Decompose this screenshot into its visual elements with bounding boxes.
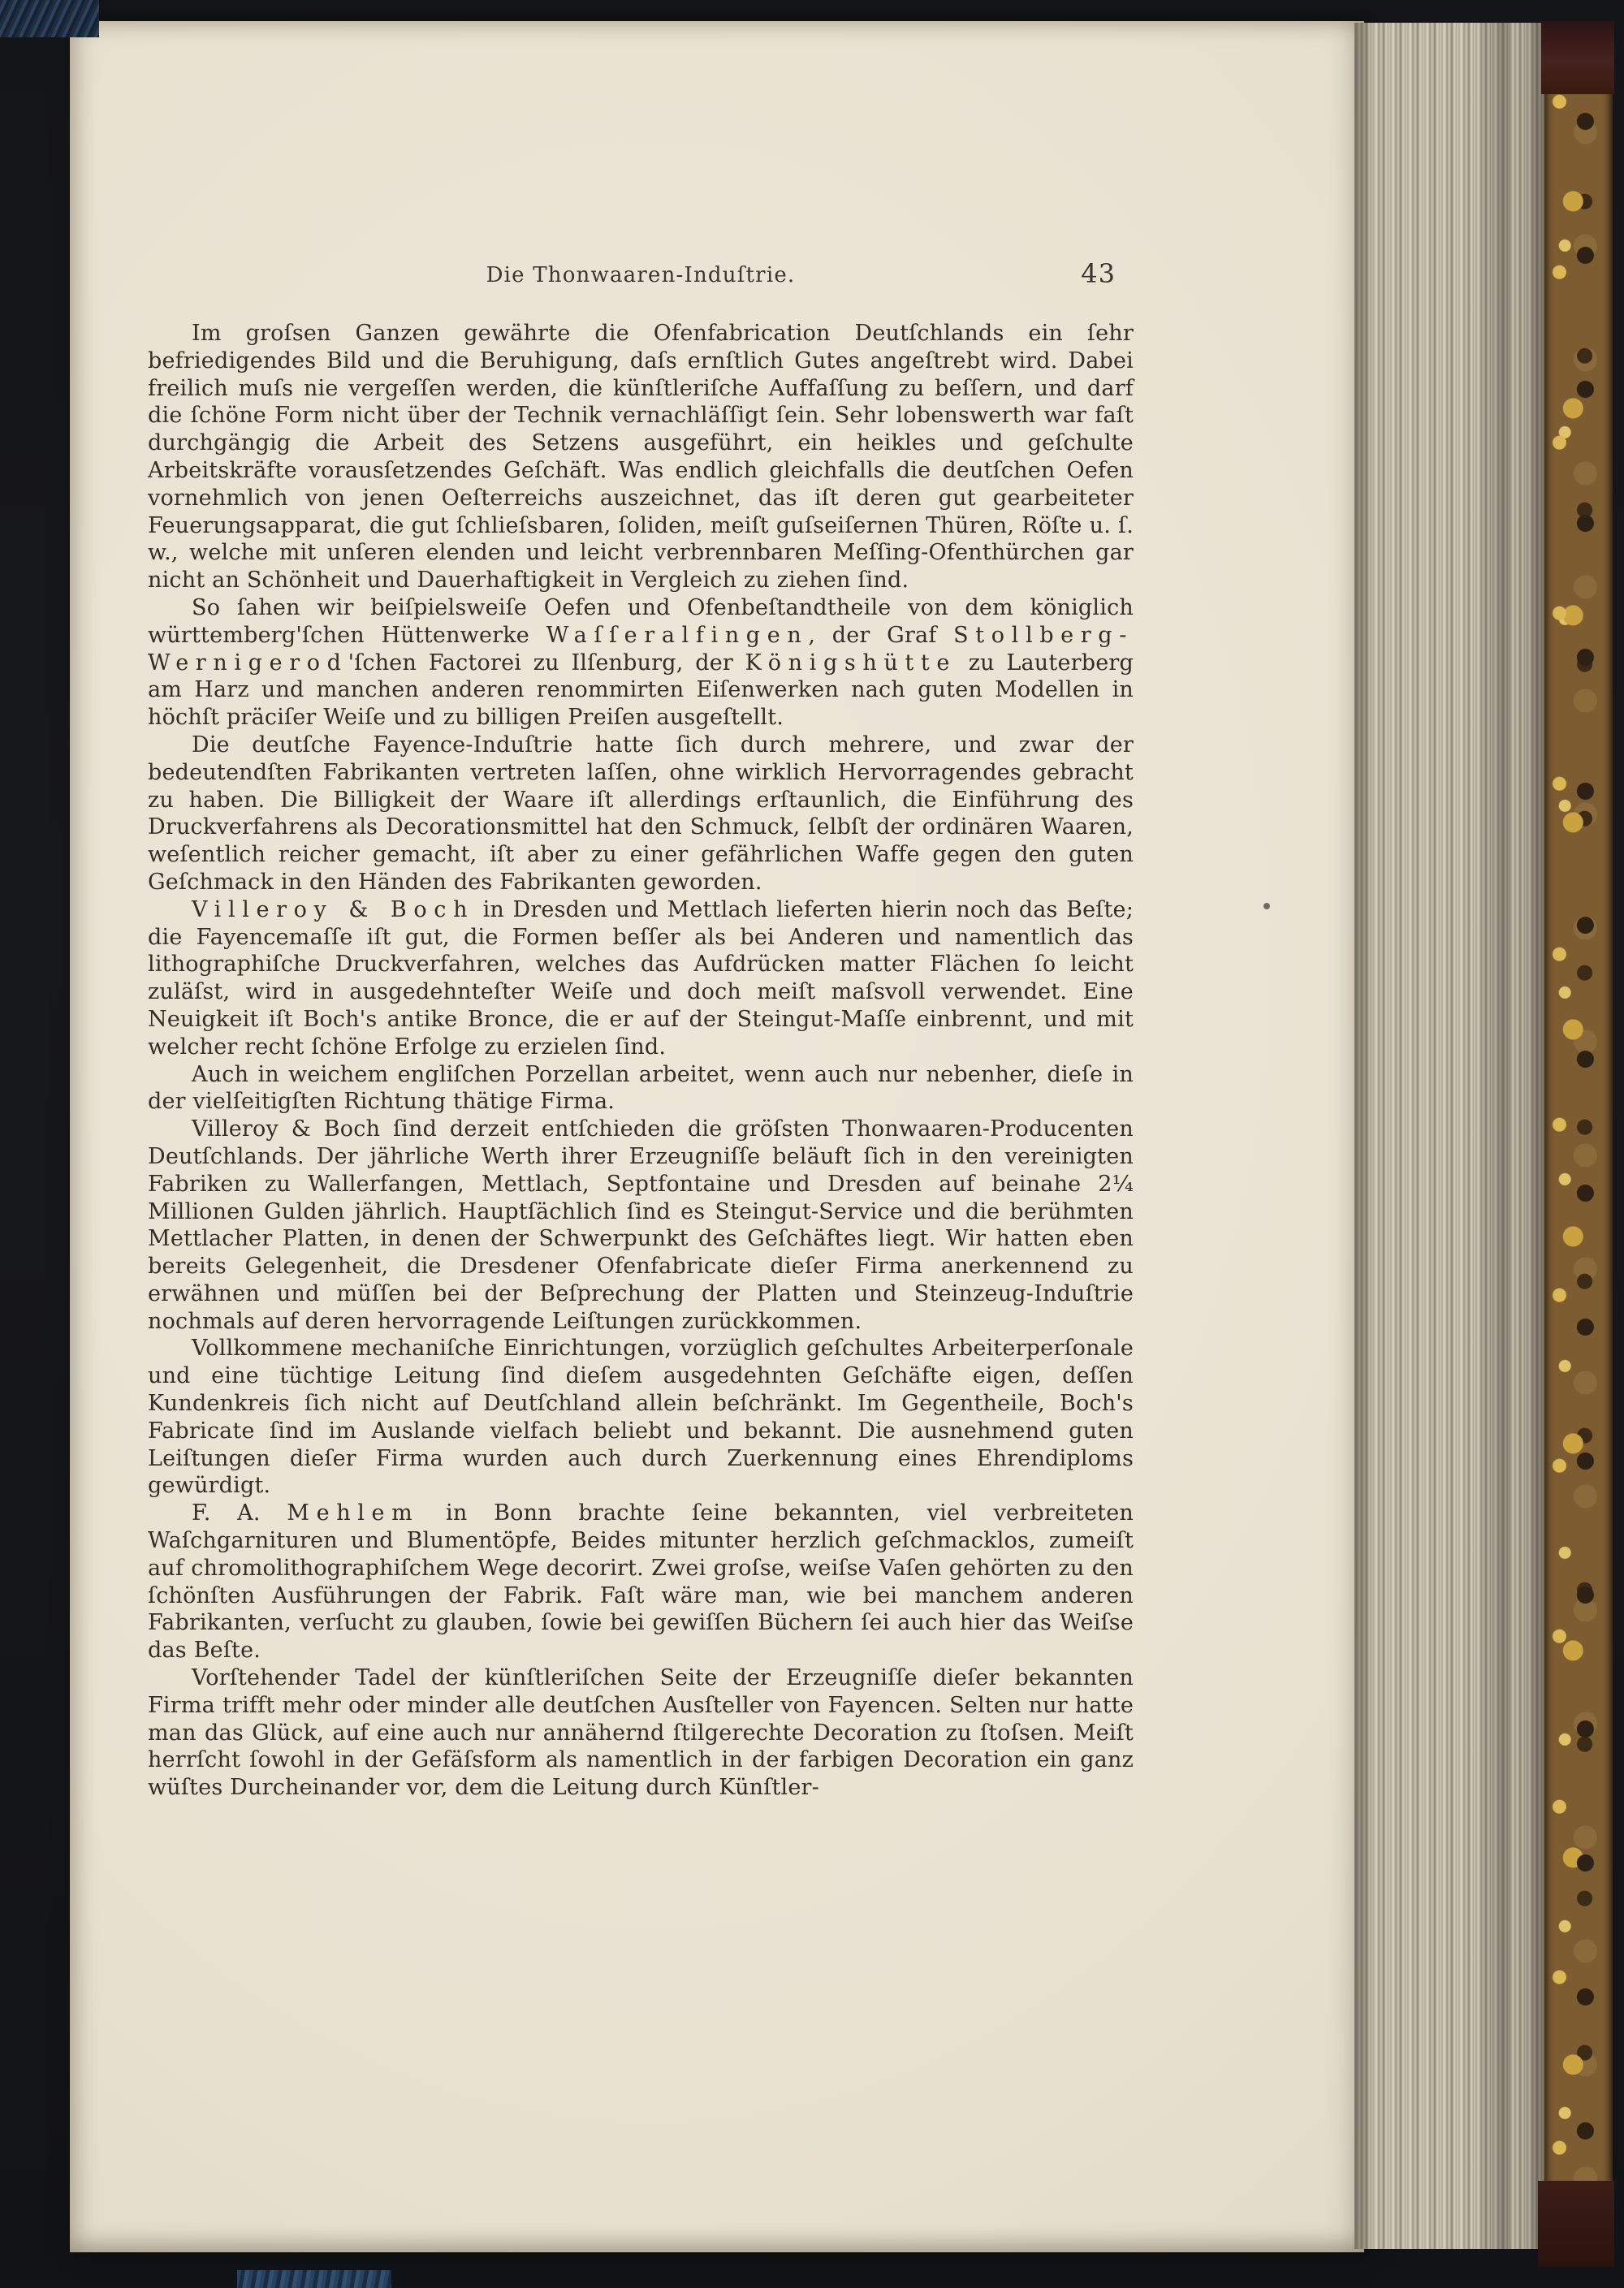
body-text-segment: in Dresden und Mettlach lieferten hierin noch das Beſte; die Fayencemaſſe iſt gut, die Formen beſſer als bei Anderen und namentlich das lithographiſche Druckverfahren, welches das Aufdrücken matter Flächen ſo leicht zuläſst, wird in ausgedehnteſter Weiſe und doch meiſt maſsvoll verwendet. Eine Neuigkeit iſt Boch's antike Bronce, die er auf der Steingut-Maſſe einbrennt, und mit welcher recht ſchöne Erfolge zu erzielen ſind. xyxy=(148,896,1134,1060)
leather-binding-bottom xyxy=(1538,2181,1614,2267)
paragraph xyxy=(148,896,1134,1061)
book-page xyxy=(70,21,1364,2252)
page-number: 43 xyxy=(1081,258,1116,289)
body-text-segment: Villeroy & Boch ſind derzeit entſchieden die gröſsten Thonwaaren-Producenten Deutſchlands. Der jährliche Werth ihrer Erzeugniſſe beläuft ſich in den vereinigten Fabriken zu Wallerfangen, Mettlach, Septfontaine und Dresden auf beinahe 2¼ Millionen Gulden jährlich. Hauptſächlich ſind es Steingut-Service und die berühmten Mettlacher Platten, in denen der Schwerpunkt des Geſchäftes liegt. Wir hatten eben bereits Gelegenheit, die Dresdener Ofenfabricate dieſer Firma anerkennend zu erwähnen und müſſen bei der Beſprechung der Platten und Steinzeug-Induſtrie nochmals auf deren hervorragende Leiſtungen zurückkommen. xyxy=(148,1116,1134,1334)
body-text-segment: Im groſsen Ganzen gewährte die Ofenfabrication Deutſchlands ein ſehr befriedigendes Bild und die Beruhigung, daſs ernſtlich Gutes angeſtrebt wird. Dabei freilich muſs nie vergeſſen werden, die künſtleriſche Auffaſſung zu beſſern, und darf die ſchöne Form nicht über der Technik vernachläſſigt ſein. Sehr lobenswerth war faſt durchgängig die Arbeit des Setzens ausgeführt, ein heikles und geſchulte Arbeitskräfte vorausſetzendes Geſchäft. Was endlich gleichfalls die deutſchen Oefen vornehmlich von jenen Oeſterreichs auszeichnet, das iſt deren gut gearbeiteter Feuerungsapparat, die gut ſchlieſsbaren, ſoliden, meiſt guſseiſernen Thüren, Röſte u. ſ. w., welche mit unſeren elenden und leicht verbrennbaren Meſſing-Ofenthürchen gar nicht an Schönheit und Dauerhaftigkeit in Vergleich zu ziehen ſind. xyxy=(148,321,1134,594)
fore-edge-page-stack xyxy=(1354,23,1551,2249)
body-text-segment: Auch in weichem engliſchen Porzellan arbeitet, wenn auch nur nebenher, dieſe in der vielſeitigſten Richtung thätige Firma. xyxy=(148,1061,1134,1115)
emphasized-text: Königshütte xyxy=(745,650,957,676)
paragraph xyxy=(148,1335,1134,1500)
paragraph xyxy=(148,1500,1134,1664)
body-text-segment: Die deutſche Fayence-Induſtrie hatte ſich durch mehrere, und zwar der bedeutendſten Fabrikanten vertreten laſſen, ohne wirklich Hervorragendes gebracht zu haben. Die Billigkeit der Waare iſt allerdings erſtaunlich, die Einführung des Druckverfahrens als Decorationsmittel hat den Schmuck, ſelbſt der ordinären Waaren, weſentlich reicher gemacht, iſt aber zu einer gefährlichen Waffe gegen den guten Geſchmack in den Händen des Fabrikanten geworden. xyxy=(148,732,1134,895)
emphasized-text: Stollberg-Wernigerod xyxy=(148,622,1134,676)
body-text-segment: zu Lauterberg am Harz und manchen anderen renommirten Eiſenwerken nach guten Modellen in höchſt präciſer Weiſe und zu billigen Preiſen ausgeſtellt. xyxy=(148,650,1134,731)
cloth-texture-top-left xyxy=(0,0,99,37)
emphasized-text: Waſſeralfingen xyxy=(546,622,809,648)
body-text-segment: Vollkommene mechaniſche Einrichtungen, vorzüglich geſchultes Arbeiterperſonale und eine tüchtige Leitung ſind dieſem ausgedehnten Geſchäfte eigen, deſſen Kundenkreis ſich nicht auf Deutſchland allein beſchränkt. Im Gegentheile, Boch's Fabricate ſind im Auslande vielfach beliebt und bekannt. Die ausnehmend guten Leiſtungen dieſer Firma wurden auch durch Zuerkennung eines Ehrendiploms gewürdigt. xyxy=(148,1336,1134,1499)
paragraph xyxy=(148,1116,1134,1335)
running-header-title: Die Thonwaaren-Induſtrie. xyxy=(486,263,796,287)
body-text-segment: , der Graf xyxy=(808,622,954,648)
emphasized-text: Villeroy & Boch xyxy=(192,896,475,922)
running-header xyxy=(148,258,1134,294)
cloth-texture-bottom-left xyxy=(237,2270,391,2288)
paragraph xyxy=(148,1061,1134,1116)
emphasized-text: Mehlem xyxy=(287,1500,420,1526)
page-body xyxy=(148,320,1134,1802)
body-text-segment: in Bonn brachte ſeine bekannten, viel verbreiteten Waſchgarnituren und Blumentöpfe, Beides mitunter herzlich geſchmacklos, zumeiſt auf chromolithographiſchem Wege decorirt. Zwei groſse, weiſse Vaſen gehörten zu den ſchönſten Ausführungen der Fabrik. Faſt wäre man, wie bei manchem anderen Fabrikanten, verſucht zu glauben, ſowie bei gewiſſen Büchern ſei auch hier das Weiſse das Beſte. xyxy=(148,1500,1134,1664)
leather-binding-top xyxy=(1541,21,1614,94)
paragraph xyxy=(148,594,1134,732)
body-text-segment: Vorſtehender Tadel der künſtleriſchen Seite der Erzeugniſſe dieſer bekannten Firma trifft mehr oder minder alle deutſchen Ausſteller von Fayencen. Selten nur hatte man das Glück, auf eine auch nur annähernd ſtilgerechte Decoration zu ſtoſsen. Meiſt herrſcht ſowohl in der Gefäſsform als namentlich in der farbigen Decoration ein ganz wüſtes Durcheinander vor, dem die Leitung durch Künſtler- xyxy=(148,1665,1134,1801)
ink-speck xyxy=(1263,903,1270,909)
paragraph xyxy=(148,1664,1134,1802)
paragraph xyxy=(148,320,1134,594)
paragraph xyxy=(148,732,1134,896)
body-text-segment: So ſahen wir beiſpielsweiſe Oefen und Ofenbeſtandtheile von dem königlich württemberg'ſchen Hüttenwerke xyxy=(148,594,1134,648)
body-text-segment: 'ſchen Factorei zu Ilſenburg, der xyxy=(348,650,745,676)
body-text-segment: F. A. xyxy=(192,1500,287,1526)
marbled-cover-edge xyxy=(1544,81,1613,2192)
